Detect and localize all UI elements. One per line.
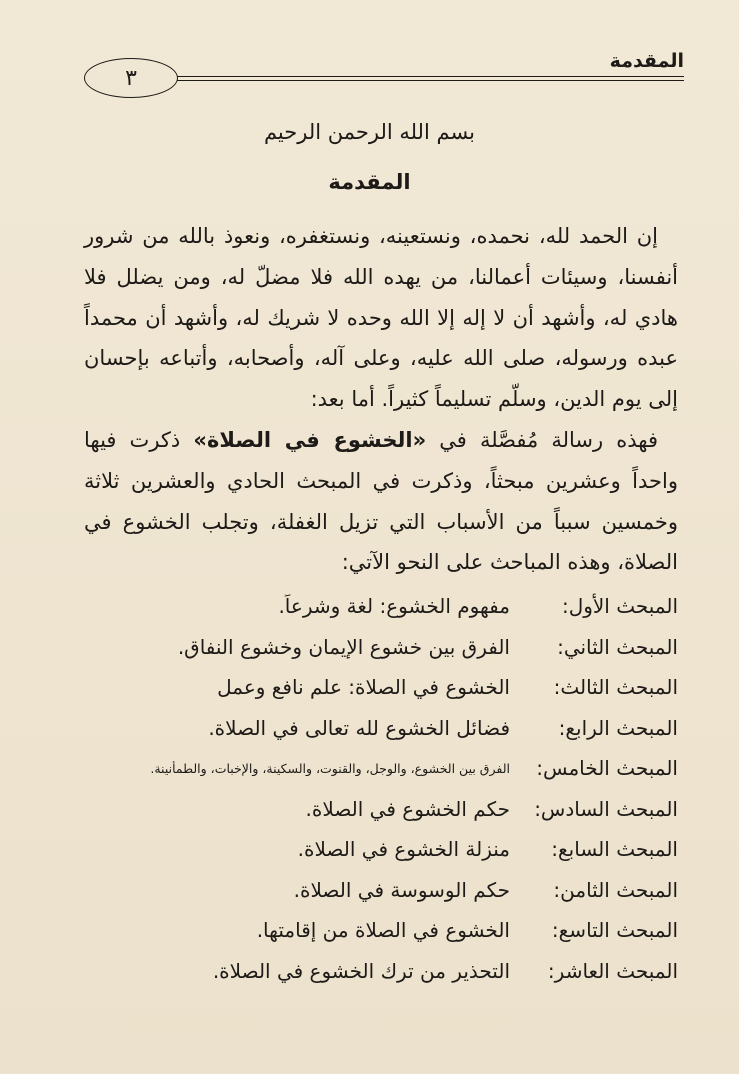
paragraph-before: فهذه رسالة مُفصَّلة في [426,427,658,452]
basmala: بسم الله الرحمن الرحيم [263,120,476,144]
topic-label: المبحث الثامن: [553,877,678,902]
topic-label: المبحث العاشر: [547,958,678,983]
topic-text: حكم الخشوع في الصلاة. [305,796,510,821]
topic-row [84,951,678,992]
header-rule [162,76,684,77]
topic-row [84,627,678,668]
running-title: المقدمة [609,50,684,72]
topic-label: المبحث السادس: [534,796,678,821]
topic-row [84,910,678,951]
topic-row [84,586,678,627]
topic-label: المبحث الثالث: [553,675,678,700]
topic-row [84,829,678,870]
intro-paragraph: إن الحمد لله، نحمده، ونستعينه، ونستغفره، ونعوذ بالله من شرور أنفسنا، وسيئات أعمالنا، من يهده الله فلا مضلّ له، ومن يضلل فلا هادي له، وأشهد أن لا إله إلا الله وحده لا شريك له، وأشهد أن محمداً عبده ورسوله، صلى الله عليه، وعلى آله، وأصحابه، وأتباعه بإحسان إلى يوم الدين، وسلّم تسليماً كثيراً. أما بعد: [84,224,678,412]
topic-text: حكم الوسوسة في الصلاة. [293,877,510,902]
topic-label: المبحث السابع: [551,837,678,862]
section-title: المقدمة [328,170,411,194]
topics-list [84,586,678,991]
topic-label: المبحث الأول: [561,594,678,619]
topic-row [84,870,678,911]
topic-row [84,748,678,789]
topic-text: الخشوع في الصلاة: علم نافع وعمل [217,675,510,700]
paragraph-after: ذكرت فيها واحداً وعشرين مبحثاً، وذكرت في المبحث الحادي والعشرين ثلاثة وخمسين سبباً من الأسباب التي تزيل الغفلة، وتجلب الخشوع في الصلاة، وهذه المباحث على النحو الآتي: [84,427,678,575]
page-header [84,48,684,92]
topic-text: فضائل الخشوع لله تعالى في الصلاة. [208,715,510,740]
body-text [84,216,678,583]
topic-row [84,708,678,749]
header-rule-inner [162,80,684,81]
topic-text: التحذير من ترك الخشوع في الصلاة. [212,958,510,983]
page-number: ٣ [84,58,178,98]
book-title: «الخشوع في الصلاة» [193,427,427,452]
topic-label: المبحث الخامس: [536,756,678,781]
topic-text: منزلة الخشوع في الصلاة. [297,837,510,862]
topic-label: المبحث الرابع: [558,715,678,740]
second-paragraph [84,420,678,583]
topic-label: المبحث الثاني: [557,634,678,659]
topic-label: المبحث التاسع: [551,918,678,943]
topic-row [84,667,678,708]
topic-row [84,789,678,830]
topic-text: الفرق بين خشوع الإيمان وخشوع النفاق. [177,634,510,659]
topic-text: الفرق بين الخشوع، والوجل، والقنوت، والسكينة، والإخبات، والطمأنينة. [150,760,510,776]
topic-text: الخشوع في الصلاة من إقامتها. [256,918,510,943]
topic-text: مفهوم الخشوع: لغة وشرعاً. [278,594,510,619]
